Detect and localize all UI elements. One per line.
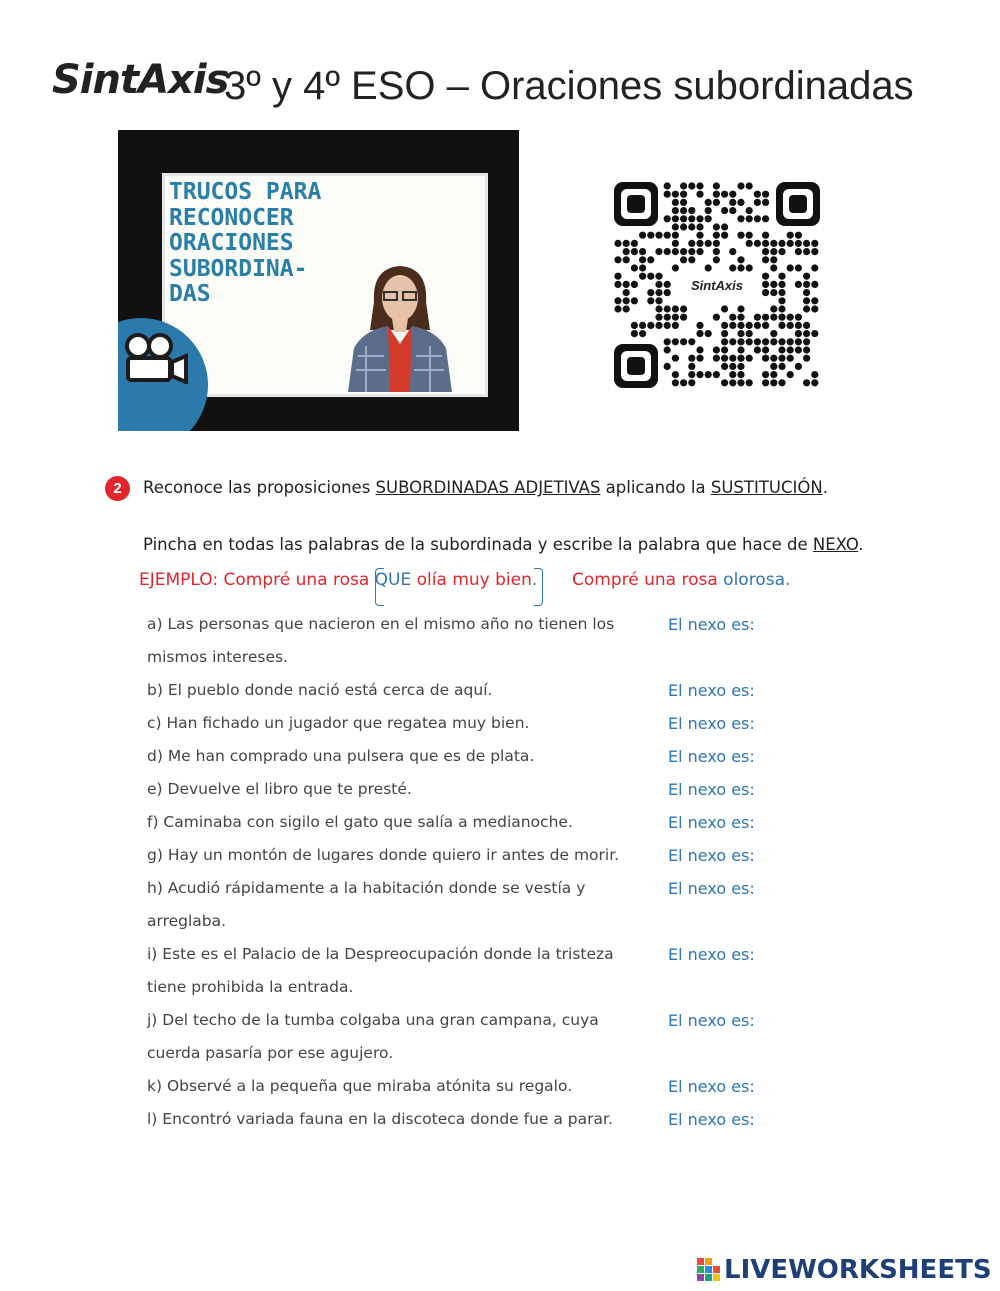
instruction-text: Pincha en todas las palabras de la subordinada y escribe la palabra que hace de: [143, 535, 813, 554]
example-label: EJEMPLO: Compré una rosa: [139, 570, 375, 590]
question-text[interactable]: a) Las personas que nacieron en el mismo año no tienen los: [147, 615, 615, 633]
question-item[interactable]: [147, 608, 657, 674]
question-text[interactable]: j) Del techo de la tumba colgaba una gran campana, cuya: [147, 1011, 599, 1029]
instruction-text: aplicando la: [600, 478, 711, 497]
question-text[interactable]: f) Caminaba con sigilo el gato que salía a medianoche.: [147, 813, 573, 831]
nexo-answer-label: El nexo es:: [668, 1011, 755, 1030]
question-item[interactable]: [147, 1070, 657, 1103]
question-text[interactable]: i) Este es el Palacio de la Despreocupación donde la tristeza: [147, 945, 614, 963]
instruction-text: Reconoce las proposiciones: [143, 478, 376, 497]
exercise-number-badge: 2: [105, 476, 130, 501]
question-text[interactable]: mismos intereses.: [147, 648, 288, 666]
board-line: DAS: [169, 281, 211, 307]
question-text[interactable]: l) Encontró variada fauna en la discoteca donde fue a parar.: [147, 1110, 613, 1128]
example-dot: .: [531, 570, 538, 590]
question-item[interactable]: [147, 938, 657, 1004]
nexo-answer-label: El nexo es:: [668, 780, 755, 799]
question-text[interactable]: g) Hay un montón de lugares donde quiero ir antes de morir.: [147, 846, 620, 864]
nexo-answer-label: El nexo es:: [668, 1110, 755, 1129]
nexo-answer-label: El nexo es:: [668, 813, 755, 832]
bracket-left: [375, 568, 384, 606]
instruction-keyword: SUSTITUCIÓN: [710, 478, 823, 497]
instruction-keyword: SUBORDINADAS ADJETIVAS: [375, 478, 601, 497]
question-item[interactable]: [147, 740, 657, 773]
nexo-answer-label: El nexo es:: [668, 615, 755, 634]
nexo-answer-label: El nexo es:: [668, 945, 755, 964]
board-line: TRUCOS PARA: [169, 179, 322, 205]
video-thumbnail[interactable]: [118, 130, 519, 431]
example-sentence: [139, 570, 537, 590]
nexo-answer-label: El nexo es:: [668, 681, 755, 700]
question-text[interactable]: k) Observé a la pequeña que miraba atónita su regalo.: [147, 1077, 573, 1095]
question-text[interactable]: h) Acudió rápidamente a la habitación donde se vestía y: [147, 879, 586, 897]
question-item[interactable]: [147, 773, 657, 806]
nexo-answer-label: El nexo es:: [668, 714, 755, 733]
example-answer: [572, 570, 790, 590]
liveworksheets-brand[interactable]: LIVEWORKSHEETS: [724, 1255, 992, 1285]
example-answer-word: olorosa.: [723, 570, 791, 590]
nexo-answer-label: El nexo es:: [668, 1077, 755, 1096]
question-item[interactable]: [147, 839, 657, 872]
question-text[interactable]: c) Han fichado un jugador que regatea muy bien.: [147, 714, 530, 732]
example-nexo: QUE: [374, 570, 412, 590]
question-item[interactable]: [147, 1004, 657, 1070]
example-answer-text: Compré una rosa: [572, 570, 724, 590]
instruction-text: .: [858, 535, 864, 554]
instruction-line-1: [143, 478, 828, 497]
question-text[interactable]: arreglaba.: [147, 912, 227, 930]
board-line: RECONOCER: [169, 204, 294, 231]
example-subordinate: olía muy bien: [411, 570, 532, 590]
qr-center-logo: SintAxis: [680, 274, 754, 298]
question-text[interactable]: tiene prohibida la entrada.: [147, 978, 354, 996]
liveworksheets-logo-icon: [697, 1258, 721, 1282]
instruction-keyword: NEXO: [812, 535, 859, 554]
movie-camera-icon: [122, 332, 192, 384]
instruction-text: .: [822, 478, 828, 497]
question-text[interactable]: b) El pueblo donde nació está cerca de aquí.: [147, 681, 493, 699]
board-text: [169, 180, 321, 308]
nexo-answer-label: El nexo es:: [668, 846, 755, 865]
question-text[interactable]: e) Devuelve el libro que te presté.: [147, 780, 412, 798]
bracket-right: [531, 568, 543, 606]
question-text[interactable]: cuerda pasaría por ese agujero.: [147, 1044, 394, 1062]
nexo-answer-label: El nexo es:: [668, 747, 755, 766]
instruction-line-2: [143, 535, 864, 554]
question-item[interactable]: [147, 806, 657, 839]
sintaxis-logo: SintAxis: [52, 57, 229, 103]
board-line: SUBORDINA-: [169, 255, 308, 282]
presenter-image: [344, 260, 456, 392]
page-title: 3º y 4º ESO – Oraciones subordinadas: [224, 64, 914, 108]
question-item[interactable]: [147, 1103, 657, 1136]
question-item[interactable]: [147, 707, 657, 740]
question-item[interactable]: [147, 674, 657, 707]
board-line: ORACIONES: [169, 230, 294, 256]
question-item[interactable]: [147, 872, 657, 938]
nexo-answer-label: El nexo es:: [668, 879, 755, 898]
question-text[interactable]: d) Me han comprado una pulsera que es de plata.: [147, 747, 535, 765]
